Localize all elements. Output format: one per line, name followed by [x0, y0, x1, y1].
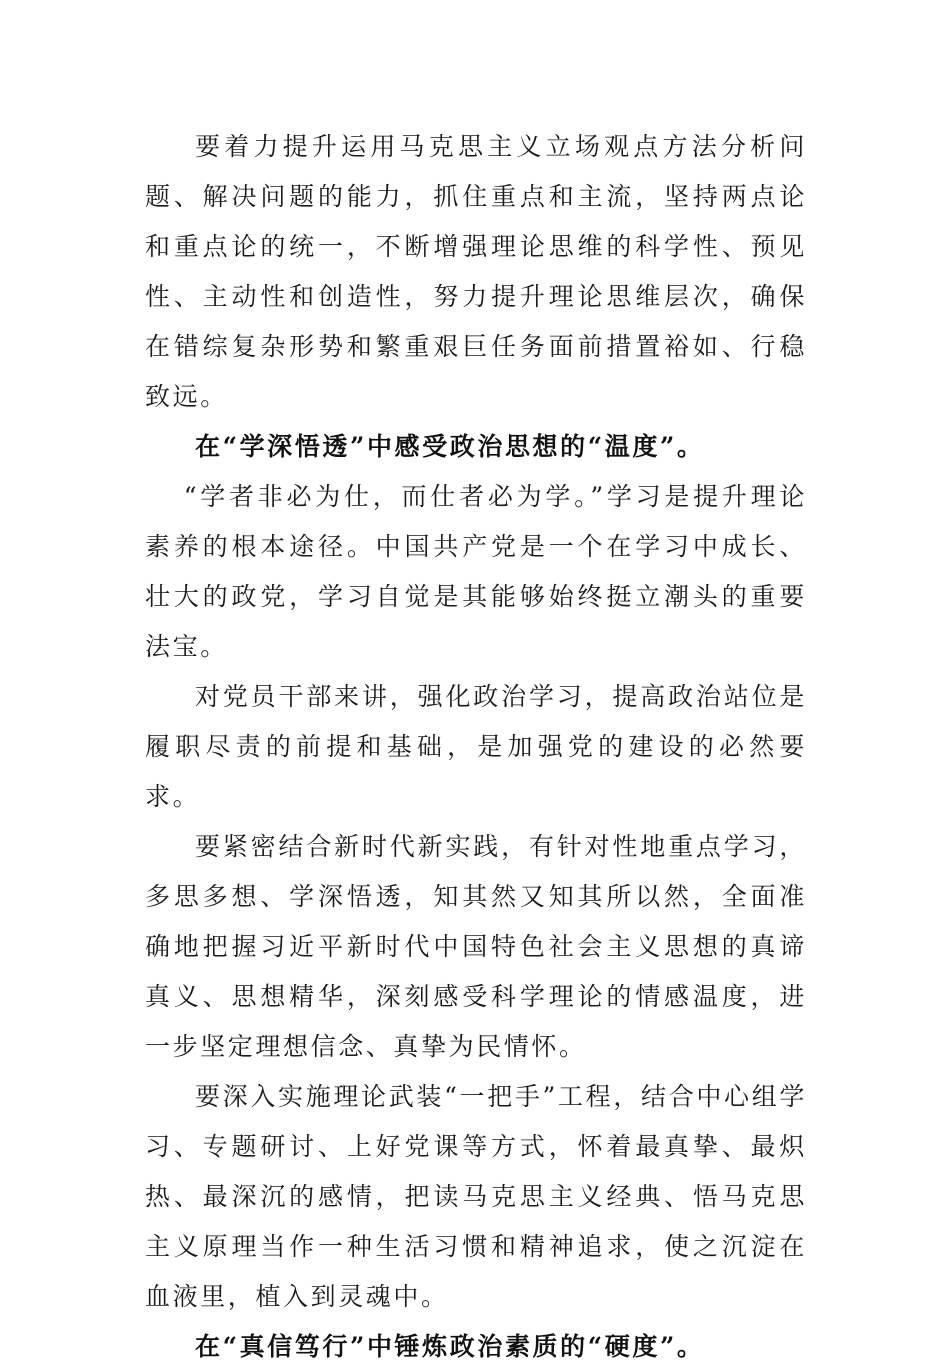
section-heading-warmth: 在“学深悟透”中感受政治思想的“温度”。 [195, 432, 705, 461]
paragraph-theory-thinking: 要着力提升运用马克思主义立场观点方法分析问题、解决问题的能力，抓住重点和主流，坚持两点论和重点论的统一，不断增强理论思维的科学性、预见性、主动性和创造性，努力提升理论思维层次，确保在错综复杂形势和繁重艰巨任务面前措置裕如、行稳致远。 [145, 132, 807, 411]
paragraph-new-era-study: 要紧密结合新时代新实践，有针对性地重点学习，多思多想、学深悟透，知其然又知其所以然，全面准确地把握习近平新时代中国特色社会主义思想的真谛真义、思想精华，深刻感受科学理论的情感温度，进一步坚定理想信念、真挚为民情怀。 [145, 832, 807, 1061]
section-heading-hardness: 在“真信笃行”中锤炼政治素质的“硬度”。 [195, 1332, 705, 1361]
paragraph-theory-armament: 要深入实施理论武装“一把手”工程，结合中心组学习、专题研讨、上好党课等方式，怀着最真挚、最炽热、最深沉的感情，把读马克思主义经典、悟马克思主义原理当作一种生活习惯和精神追求，使之沉淀在血液里，植入到灵魂中。 [145, 1082, 807, 1311]
paragraph-political-study: 对党员干部来讲，强化政治学习，提高政治站位是履职尽责的前提和基础，是加强党的建设的必然要求。 [145, 682, 807, 811]
document-body [145, 122, 807, 1372]
paragraph-learning-path: “学者非必为仕，而仕者必为学。”学习是提升理论素养的根本途径。中国共产党是一个在学习中成长、壮大的政党，学习自觉是其能够始终挺立潮头的重要法宝。 [145, 482, 807, 661]
